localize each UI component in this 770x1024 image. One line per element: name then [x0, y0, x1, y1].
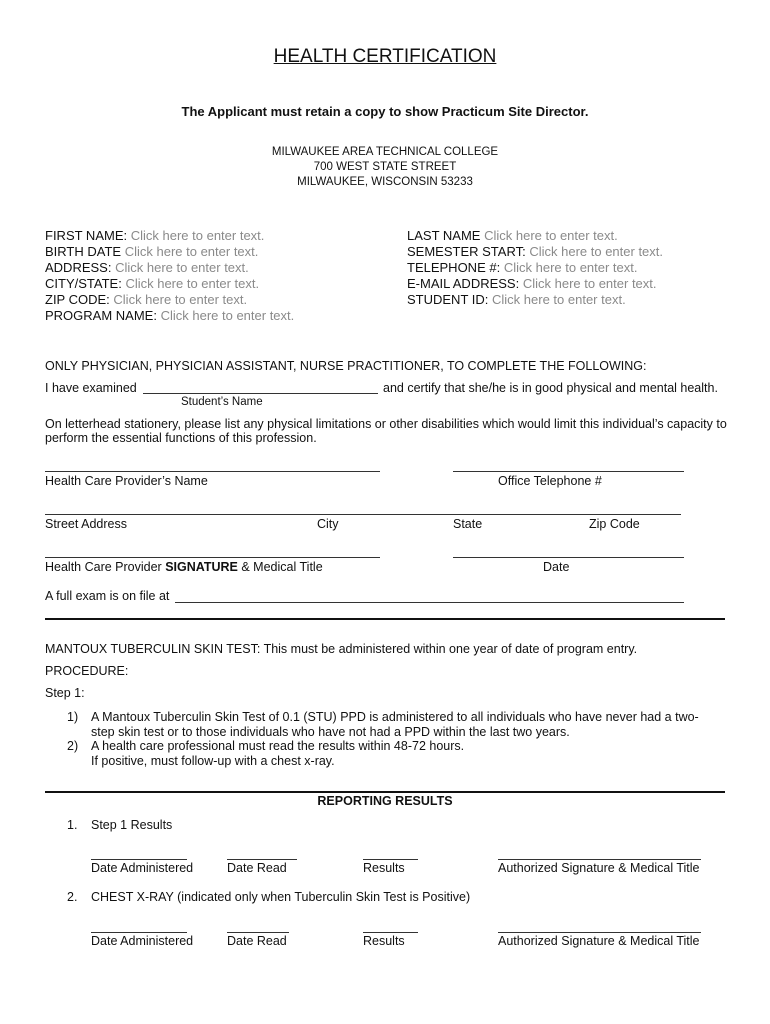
- exam-prefix: I have examined: [45, 381, 137, 395]
- step1-date-read-label: Date Read: [227, 861, 287, 875]
- provider-name-line[interactable]: [45, 471, 380, 472]
- city-label: City: [317, 517, 339, 531]
- telephone-field[interactable]: [407, 260, 638, 275]
- section-num-1: 1.: [67, 818, 78, 832]
- step1-signature-line[interactable]: [498, 859, 701, 860]
- full-exam-label: A full exam is on file at: [45, 589, 170, 603]
- telephone-label: TELEPHONE #:: [407, 260, 501, 275]
- exam-suffix: and certify that she/he is in good physical and mental health.: [383, 381, 718, 395]
- office-phone-line[interactable]: [453, 471, 684, 472]
- tb-item-text-1: A Mantoux Tuberculin Skin Test of 0.1 (STU) PPD is administered to all individuals who have never had a two-step skin test or to those individuals who have not had a PPD within the last two years.: [91, 710, 699, 739]
- page-subtitle: The Applicant must retain a copy to show Practicum Site Director.: [181, 104, 589, 119]
- address-field[interactable]: [45, 260, 249, 275]
- student-name-line[interactable]: [143, 393, 378, 394]
- student-name-caption: Student’s Name: [181, 396, 263, 408]
- full-exam-line[interactable]: [175, 602, 684, 603]
- college-name: MILWAUKEE AREA TECHNICAL COLLEGE: [271, 146, 499, 158]
- semester-start-field[interactable]: [407, 244, 663, 259]
- zip-code-label: ZIP CODE:: [45, 292, 110, 307]
- telephone-input[interactable]: Click here to enter text.: [503, 260, 638, 275]
- student-id-label: STUDENT ID:: [407, 292, 489, 307]
- positive-note: If positive, must follow-up with a chest x-ray.: [91, 754, 335, 768]
- student-id-field[interactable]: [407, 292, 626, 307]
- section-divider: [45, 618, 725, 620]
- xray-signature-line[interactable]: [498, 932, 701, 933]
- email-field[interactable]: [407, 276, 657, 291]
- college-street: 700 WEST STATE STREET: [313, 161, 457, 173]
- provider-name-label: Health Care Provider’s Name: [45, 474, 208, 488]
- zip-code-field[interactable]: [45, 292, 247, 307]
- step1-results-label: Results: [363, 861, 405, 875]
- section-title-1: Step 1 Results: [91, 818, 173, 832]
- street-address-line[interactable]: [45, 514, 681, 515]
- birth-date-field[interactable]: [45, 244, 258, 259]
- first-name-label: FIRST NAME:: [45, 228, 128, 243]
- xray-signature-label: Authorized Signature & Medical Title: [498, 934, 700, 948]
- step1-date-administered-label: Date Administered: [91, 861, 194, 875]
- college-city: MILWAUKEE, WISCONSIN 53233: [297, 176, 473, 188]
- semester-start-label: SEMESTER START:: [407, 244, 526, 259]
- signature-suffix: & Medical Title: [241, 560, 323, 574]
- tb-heading: MANTOUX TUBERCULIN SKIN TEST: This must be administered within one year of date of program entry.: [45, 642, 638, 656]
- last-name-input[interactable]: Click here to enter text.: [484, 228, 618, 243]
- date-line[interactable]: [453, 557, 684, 558]
- section-num-2: 2.: [67, 890, 78, 904]
- signature-label: [45, 560, 323, 574]
- xray-date-read-line[interactable]: [227, 932, 289, 933]
- physician-heading: ONLY PHYSICIAN, PHYSICIAN ASSISTANT, NURSE PRACTITIONER, TO COMPLETE THE FOLLOWING:: [45, 359, 647, 373]
- section-title-2: CHEST X-RAY (indicated only when Tuberculin Skin Test is Positive): [91, 890, 471, 904]
- email-label: E-MAIL ADDRESS:: [407, 276, 520, 291]
- address-input[interactable]: Click here to enter text.: [115, 260, 249, 275]
- step1-signature-label: Authorized Signature & Medical Title: [498, 861, 700, 875]
- program-name-label: PROGRAM NAME:: [45, 308, 157, 323]
- step1-date-administered-line[interactable]: [91, 859, 187, 860]
- procedure-label: PROCEDURE:: [45, 664, 129, 678]
- birth-date-label: BIRTH DATE: [45, 244, 122, 259]
- city-state-input[interactable]: Click here to enter text.: [125, 276, 260, 291]
- zip-code-input[interactable]: Click here to enter text.: [113, 292, 248, 307]
- city-state-label: CITY/STATE:: [45, 276, 122, 291]
- signature-line[interactable]: [45, 557, 380, 558]
- reporting-divider: [45, 791, 725, 793]
- city-state-field[interactable]: [45, 276, 259, 291]
- xray-results-label: Results: [363, 934, 405, 948]
- xray-date-read-label: Date Read: [227, 934, 287, 948]
- office-phone-label: Office Telephone #: [498, 474, 602, 488]
- tb-item-num-1: 1): [67, 710, 79, 724]
- limitations-text: On letterhead stationery, please list any physical limitations or other disabilities which would limit this individual’s capacity to perform the essential functions of this profession.: [45, 417, 727, 445]
- last-name-label: LAST NAME: [407, 228, 481, 243]
- program-name-field[interactable]: [45, 308, 294, 323]
- xray-date-administered-label: Date Administered: [91, 934, 194, 948]
- reporting-heading: REPORTING RESULTS: [317, 794, 453, 808]
- tb-item-num-2: 2): [67, 739, 79, 753]
- street-address-label: Street Address: [45, 517, 127, 531]
- date-label: Date: [543, 560, 570, 574]
- step-label: Step 1:: [45, 686, 85, 700]
- signature-prefix: Health Care Provider: [45, 560, 162, 574]
- signature-bold: SIGNATURE: [165, 560, 238, 574]
- first-name-field[interactable]: [45, 228, 264, 243]
- xray-results-line[interactable]: [363, 932, 418, 933]
- step1-results-line[interactable]: [363, 859, 418, 860]
- email-input[interactable]: Click here to enter text.: [522, 276, 657, 291]
- first-name-input[interactable]: Click here to enter text.: [130, 228, 265, 243]
- student-id-input[interactable]: Click here to enter text.: [492, 292, 626, 307]
- birth-date-input[interactable]: Click here to enter text.: [124, 244, 259, 259]
- xray-date-administered-line[interactable]: [91, 932, 187, 933]
- semester-start-input[interactable]: Click here to enter text.: [529, 244, 664, 259]
- zip-label: Zip Code: [589, 517, 640, 531]
- page-title: HEALTH CERTIFICATION: [273, 46, 497, 67]
- tb-item-text-2: A health care professional must read the results within 48-72 hours.: [91, 739, 465, 753]
- last-name-field[interactable]: [407, 228, 618, 243]
- step1-date-read-line[interactable]: [227, 859, 297, 860]
- address-label: ADDRESS:: [45, 260, 112, 275]
- state-label: State: [453, 517, 483, 531]
- program-name-input[interactable]: Click here to enter text.: [160, 308, 295, 323]
